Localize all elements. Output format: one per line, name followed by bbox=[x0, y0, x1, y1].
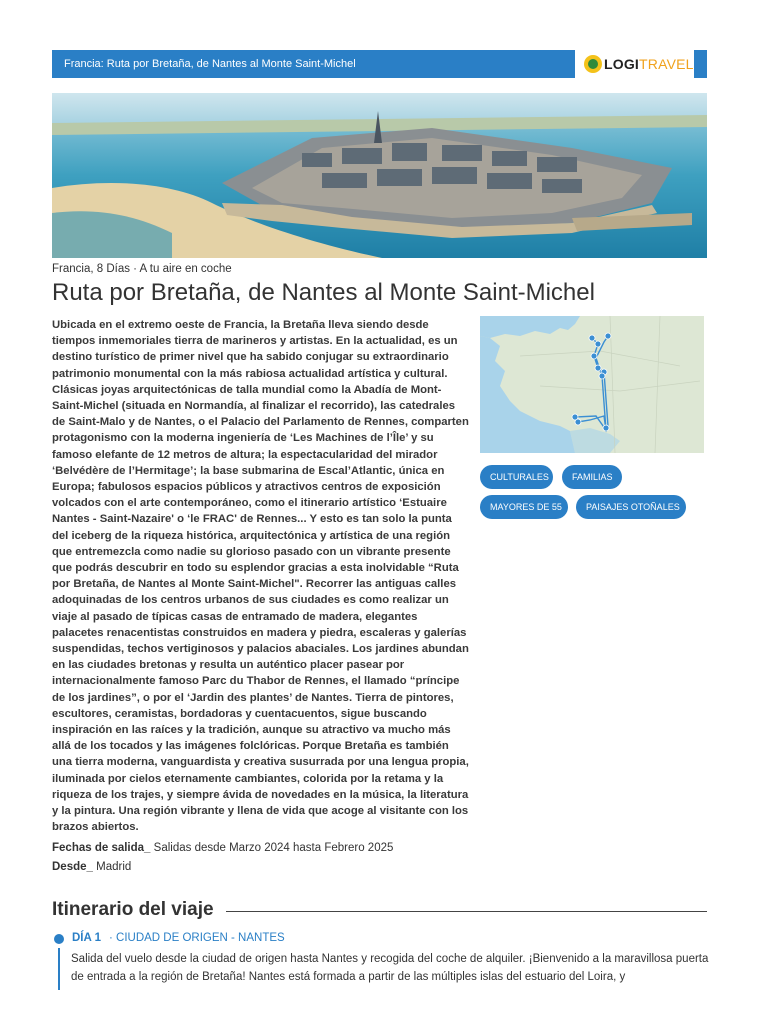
header-title-bar: Francia: Ruta por Bretaña, de Nantes al Monte Saint-Michel bbox=[52, 50, 575, 78]
logo-wordmark: LOGITRAVEL bbox=[604, 56, 694, 72]
logo-globe-icon bbox=[584, 55, 602, 73]
departure-dates-label: Fechas de salida_ bbox=[52, 842, 151, 854]
trip-subtitle: Francia, 8 Días · A tu aire en coche bbox=[52, 263, 232, 275]
day-1-title: · CIUDAD DE ORIGEN - NANTES bbox=[108, 932, 285, 944]
departure-city-value: Madrid bbox=[96, 861, 132, 873]
day-timeline-line bbox=[58, 948, 60, 990]
departure-dates bbox=[52, 842, 393, 854]
tag-familias[interactable]: FAMILIAS bbox=[562, 465, 622, 489]
day-marker-icon bbox=[54, 934, 64, 944]
departure-city bbox=[52, 861, 131, 873]
tag-paisajes-otonales[interactable]: PAISAJES OTOÑALES bbox=[576, 495, 686, 519]
hero-image-saint-malo bbox=[52, 93, 707, 258]
logitravel-logo[interactable] bbox=[584, 53, 694, 75]
itinerary-divider bbox=[226, 911, 707, 912]
header-accent-tab bbox=[694, 50, 707, 78]
itinerary-title: Itinerario del viaje bbox=[52, 899, 214, 920]
day-1-description: Salida del vuelo desde la ciudad de origen hasta Nantes y recogida del coche de alquiler. ¡Bienvenido a la maravillosa puerta de entrada a la región de Bretaña! Nantes está formada a partir de las múltiples islas del estuario del Loira, y bbox=[71, 953, 709, 983]
tag-mayores-de-55[interactable]: MAYORES DE 55 bbox=[480, 495, 568, 519]
route-map[interactable] bbox=[480, 316, 704, 453]
departure-city-label: Desde_ bbox=[52, 861, 93, 873]
departure-dates-value: Salidas desde Marzo 2024 hasta Febrero 2025 bbox=[153, 842, 394, 854]
trip-description: Ubicada en el extremo oeste de Francia, la Bretaña lleva siendo desde tiempos inmemoriales tierra de marineros y artistas. En la actualidad, es un destino turístico de primer nivel que ha sabido conjugar su extraordinario patrimonio monumental con la más rabiosa actualidad artística y cultural. Clásicas joyas arquitectónicas de talla mundial como la Abadía de Mont-Saint-Michel (situada en Normandía, al finalizar el recorrido), las catedrales de Saint-Malo y de Nantes, o el Palacio del Parlamento de Rennes, comparten protagonismo con la moderna ingeniería de ‘Les Machines de l’Île’ y su famoso elefante de 12 metros de altura; la espectacularidad del mirador ‘Belvédère de l’Hermitage’; la base submarina de Escal’Atlantic, única en Europa; fabulosos espacios públicos y atractivos centros de exposición volcados con el arte contemporáneo, como el itinerario artístico ‘Estuaire Nantes - Saint-Nazaire' o ‘le FRAC' de Rennes... Y esto es tan solo la punta del iceberg de la riqueza histórica, arquitectónica y artística de una región que entremezcla como nadie su glorioso pasado con un vibrante presente que podrás descubrir en todo su esplendor gracias a esta inolvidable “Ruta por Bretaña, de Nantes al Monte Saint-Michel". Recorrer las antiguas calles adoquinadas de los centros urbanos de sus ciudades es como realizar un viaje al pasado de típicas casas de entramado de madera, elegantes palacetes renacentistas construidos en madera y piedra, escaleras y galerías suspendidas, techos vertiginosos y palacios abaciales. Los jardines abundan en las ciudades bretonas y resulta un auténtico placer pasear por internacionalmente famoso Parc du Thabor de Rennes, el llamado “príncipe de los jardines”, o por el ‘Jardin des plantes’ de Nantes. Tierra de pintores, escultores, ceramistas, bordadoras y cuentacuentos, sigue buscando inspiración en las raíces y la tradición, aunque su atractivo va mucho más allá de los tocados y las imágenes folclóricas. Porque Bretaña es también una tierra moderna, vanguardista y creativa susurrada por una lengua propia, iluminada por cielos eternamente cambiantes, colorida por la retama y la riqueza de los trajes, y siempre ávida de novedades en la música, la literatura y la pintura. Una región vibrante y llena de vida que acoge al visitante con los brazos abiertos. bbox=[52, 319, 469, 834]
tag-culturales[interactable]: CULTURALES bbox=[480, 465, 553, 489]
page-title: Ruta por Bretaña, de Nantes al Monte Saint-Michel bbox=[52, 279, 595, 306]
day-1-heading[interactable] bbox=[72, 932, 285, 944]
day-1-label: DÍA 1 bbox=[72, 932, 101, 944]
